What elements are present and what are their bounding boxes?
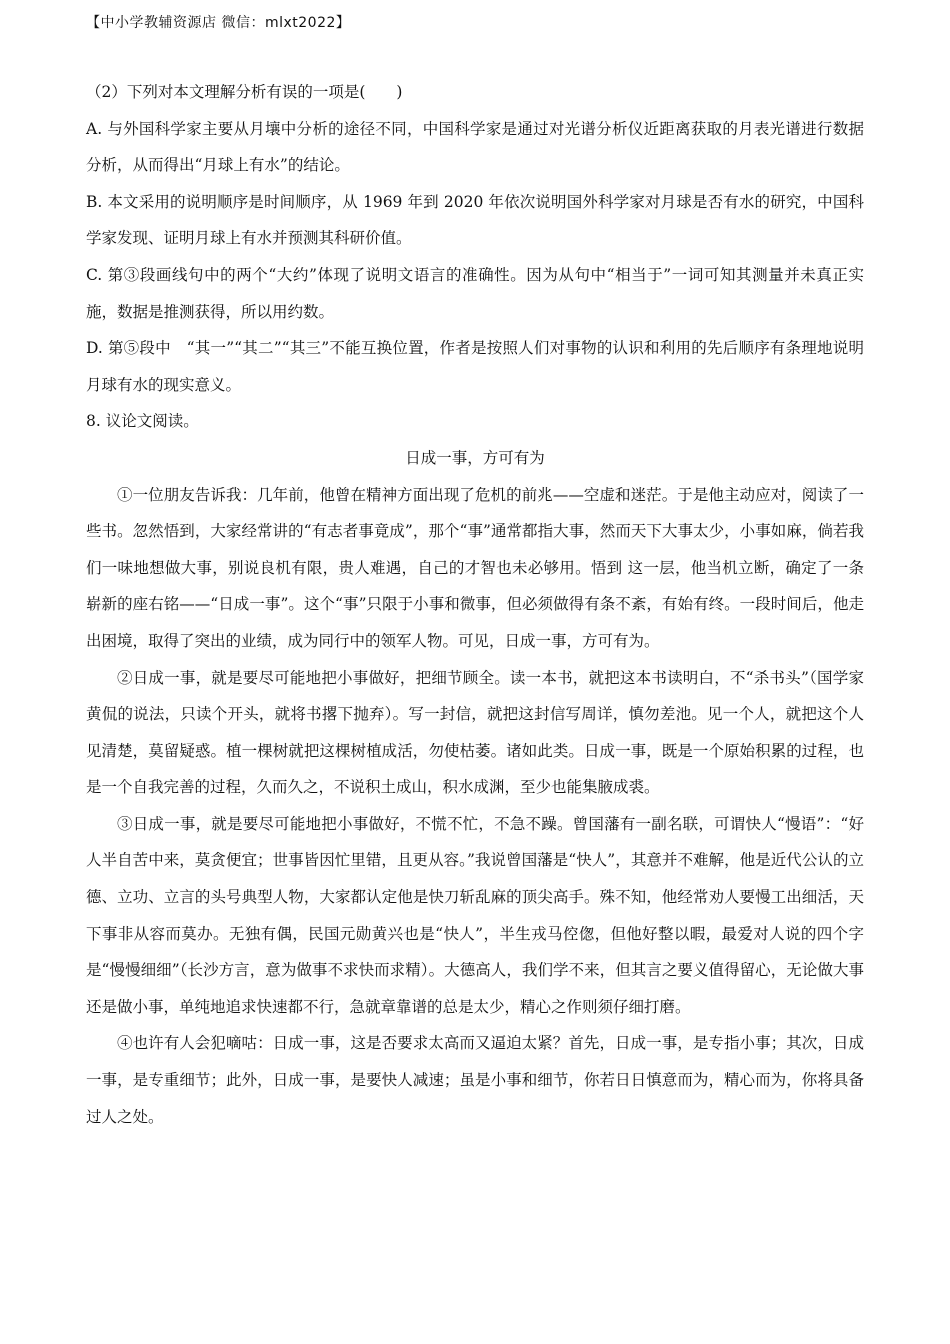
question-block <box>86 74 864 403</box>
document-body <box>86 74 864 1135</box>
essay-paragraph-1: ①一位朋友告诉我：几年前，他曾在精神方面出现了危机的前兆——空虚和迷茫。于是他主动应对，阅读了一些书。忽然悟到，大家经常讲的“有志者事竟成”，那个“事”通常都指大事，然而天下大事太少，小事如麻，倘若我们一味地想做大事，别说良机有限，贵人难遇，自己的才智也未必够用。悟到 这一层，他当机立断，确定了一条崭新的座右铭——“日成一事”。这个“事”只限于小事和微事，但必须做得有条不紊，有始有终。一段时间后，他走出困境，取得了突出的业绩，成为同行中的领军人物。可见，日成一事，方可有为。 <box>86 485 864 650</box>
option-d: D. 第⑤段中 “其一”“其二”“其三”不能互换位置，作者是按照人们对事物的认识和利用的先后顺序有条理地说明月球有水的现实意义。 <box>86 339 864 394</box>
essay-paragraph-4: ④也许有人会犯嘀咕：日成一事，这是否要求太高而又逼迫太紧？首先，日成一事，是专指小事；其次，日成一事，是专重细节；此外，日成一事，是要快人减速；虽是小事和细节，你若日日慎意而为，精心而为，你将具备过人之处。 <box>86 1034 864 1126</box>
option-a: A. 与外国科学家主要从月壤中分析的途径不同，中国科学家是通过对光谱分析仪近距离获取的月表光谱进行数据分析，从而得出“月球上有水”的结论。 <box>86 119 864 175</box>
section-heading: 8. 议论文阅读。 <box>86 412 199 431</box>
option-c: C. 第③段画线句中的两个“大约”体现了说明文语言的准确性。因为从句中“相当于”一词可知其测量并未真正实施，数据是推测获得，所以用约数。 <box>86 265 864 321</box>
essay-paragraph-2: ②日成一事，就是要尽可能地把小事做好，把细节顾全。读一本书，就把这本书读明白，不“杀书头”（国学家黄侃的说法，只读个开头，就将书撂下抛弃）。写一封信，就把这封信写周详，慎勿差池。见一个人，就把这个人见清楚，莫留疑惑。植一棵树就把这棵树植成活，勿使枯萎。诸如此类。日成一事，既是一个原始积累的过程，也是一个自我完善的过程，久而久之，不说积土成山，积水成渊，至少也能集腋成裘。 <box>86 668 864 797</box>
question-stem: （2）下列对本文理解分析有误的一项是( ) <box>86 83 403 101</box>
essay-title: 日成一事，方可有为 <box>405 448 545 467</box>
option-b: B. 本文采用的说明顺序是时间顺序，从 1969 年到 2020 年依次说明国外科学家对月球是否有水的研究，中国科学家发现、证明月球上有水并预测其科研价值。 <box>86 192 864 248</box>
essay-paragraph-3: ③日成一事，就是要尽可能地把小事做好，不慌不忙，不急不躁。曾国藩有一副名联，可谓快人“慢语”：“好人半自苦中来，莫贪便宜；世事皆因忙里错，且更从容。”我说曾国藩是“快人”，其意并不难解，他是近代公认的立德、立功、立言的头号典型人物，大家都认定他是快刀斩乱麻的顶尖高手。殊不知，他经常劝人要慢工出细活，天下事非从容而莫办。无独有偶，民国元勋黄兴也是“快人”，半生戎马倥偬，但他好整以暇，最爱对人说的四个字是“慢慢细细”（长沙方言，意为做事不求快而求精）。大德高人，我们学不来，但其言之要义值得留心，无论做大事还是做小事，单纯地追求快速都不行，急就章靠谱的总是太少，精心之作则须仔细打磨。 <box>86 814 864 1016</box>
page-header-watermark: 【中小学教辅资源店 微信：mlxt2022】 <box>86 15 351 31</box>
essay-section <box>86 403 864 1135</box>
